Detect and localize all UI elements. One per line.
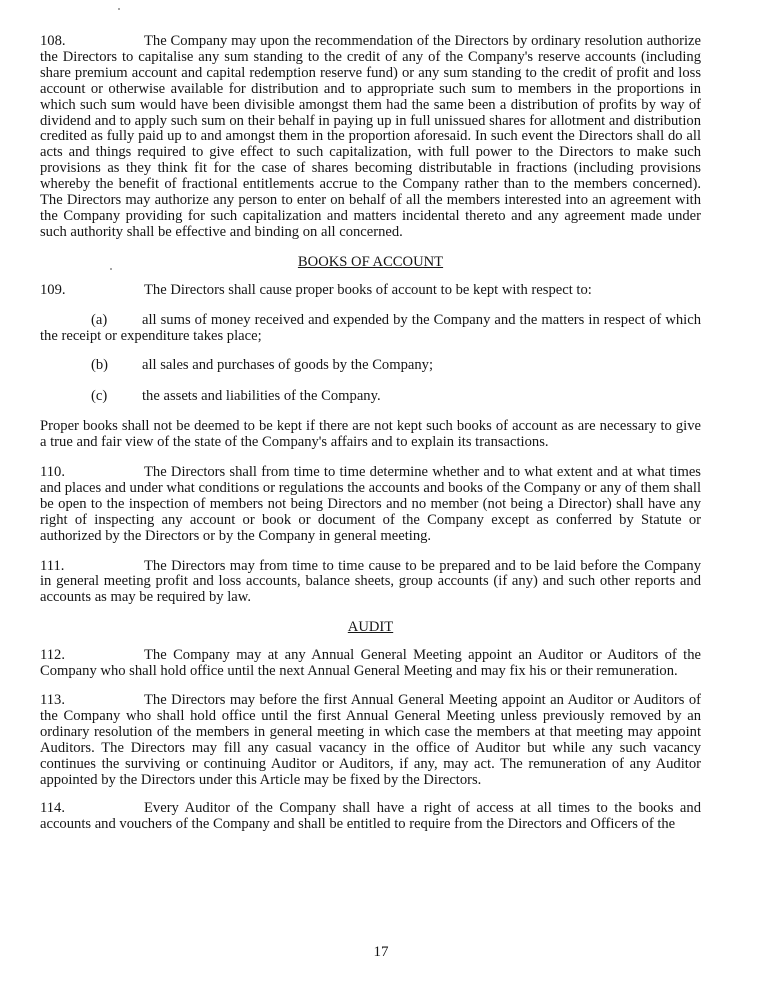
page-number: 17 — [373, 944, 389, 960]
article-text: The Company may upon the recommendation of the Directors by ordinary resolution authorize the Directors to capitalise any sum standing to the credit of any of the Company's reserve accounts (including share premium account and capital redemption reserve fund) or any sum standing to the credit of profit and loss account or otherwise available for distribution and to appropriate such sum to members in the proportions in which such sum would have been divisible amongst them had the same been a distribution of profits by way of dividend and to apply such sum on their behalf in paying up in full unissued shares for allotment and distribution credited as fully paid up to and amongst them in the proportion aforesaid. In such event the Directors shall do all acts and things required to give effect to such capitalization, with full power to the Directors to make such provisions as they think fit for the case of shares becoming distributable in fractions (including provisions whereby the benefit of fractional entitlements accrue to the Company rather than to the members concerned). The Directors may authorize any person to enter on behalf of all the members interested into an agreement with the Company providing for such capitalization and matters incidental thereto and any agreement made under such authority shall be effective and binding on all concerned. — [40, 33, 701, 240]
list-item-a — [40, 313, 701, 345]
article-text: Every Auditor of the Company shall have a right of access at all times to the books and accounts and vouchers of the Company and shall be entitled to require from the Directors and Officers of the — [40, 800, 701, 833]
article-109-closing: Proper books shall not be deemed to be kept if there are not kept such books of account as are necessary to give a true and fair view of the state of the Company's affairs and to explain its transactions. — [40, 418, 701, 451]
article-text: The Directors shall cause proper books of account to be kept with respect to: — [144, 281, 592, 298]
list-item-b — [40, 358, 701, 374]
article-111 — [40, 559, 701, 607]
article-number: 109. — [40, 281, 66, 298]
article-number: 111. — [40, 557, 65, 574]
list-item-label: (b) — [91, 357, 109, 374]
list-item-label: (a) — [91, 311, 108, 328]
article-108 — [40, 34, 701, 241]
article-text: The Directors may from time to time cause to be prepared and to be laid before the Company in general meeting profit and loss accounts, balance sheets, group accounts (if any) and such other reports and accounts as may be required by law. — [40, 557, 701, 606]
list-item-text: all sums of money received and expended by the Company and the matters in respect of which the receipt or expenditure takes place; — [40, 311, 701, 344]
article-number: 112. — [40, 647, 65, 664]
list-item-text: the assets and liabilities of the Company. — [142, 388, 381, 405]
list-item-c — [40, 389, 701, 405]
article-109 — [40, 283, 701, 299]
article-number: 108. — [40, 33, 66, 49]
list-item-text: all sales and purchases of goods by the Company; — [142, 357, 434, 374]
article-114 — [40, 801, 701, 833]
document-page — [40, 34, 701, 833]
list-item-label: (c) — [91, 388, 108, 405]
article-113 — [40, 693, 701, 788]
article-text: The Directors may before the first Annual General Meeting appoint an Auditor or Auditors of the Company who shall hold office until the first Annual General Meeting unless previously removed by an ordinary resolution of the members in general meeting in which case the members at that meeting may appoint Auditors. The Directors may fill any casual vacancy in the office of Auditor but while any such vacancy continues the surviving or continuing Auditor or Auditors, if any, may act. The remuneration of any Auditor appointed by the Directors under this Article may be fixed by the Directors. — [40, 692, 701, 788]
section-heading-audit: AUDIT — [347, 619, 394, 636]
article-text: The Directors shall from time to time determine whether and to what extent and at what times and places and under what conditions or regulations the accounts and books of the Company or any of them shall be open to the inspection of members not being Directors and no member (not being a Director) shall have any right of inspecting any account or book or document of the Company except as conferred by Statute or authorized by the Directors or by the Company in general meeting. — [40, 464, 702, 544]
article-110 — [40, 465, 701, 545]
article-number: 110. — [40, 464, 65, 481]
article-number: 113. — [40, 692, 65, 708]
article-text: The Company may at any Annual General Meeting appoint an Auditor or Auditors of the Company who shall hold office until the next Annual General Meeting and may fix his or their remuneration. — [40, 647, 701, 680]
article-112 — [40, 648, 701, 680]
scan-speck — [118, 8, 120, 10]
article-number: 114. — [40, 800, 65, 817]
section-heading-books-of-account: BOOKS OF ACCOUNT — [297, 253, 444, 270]
